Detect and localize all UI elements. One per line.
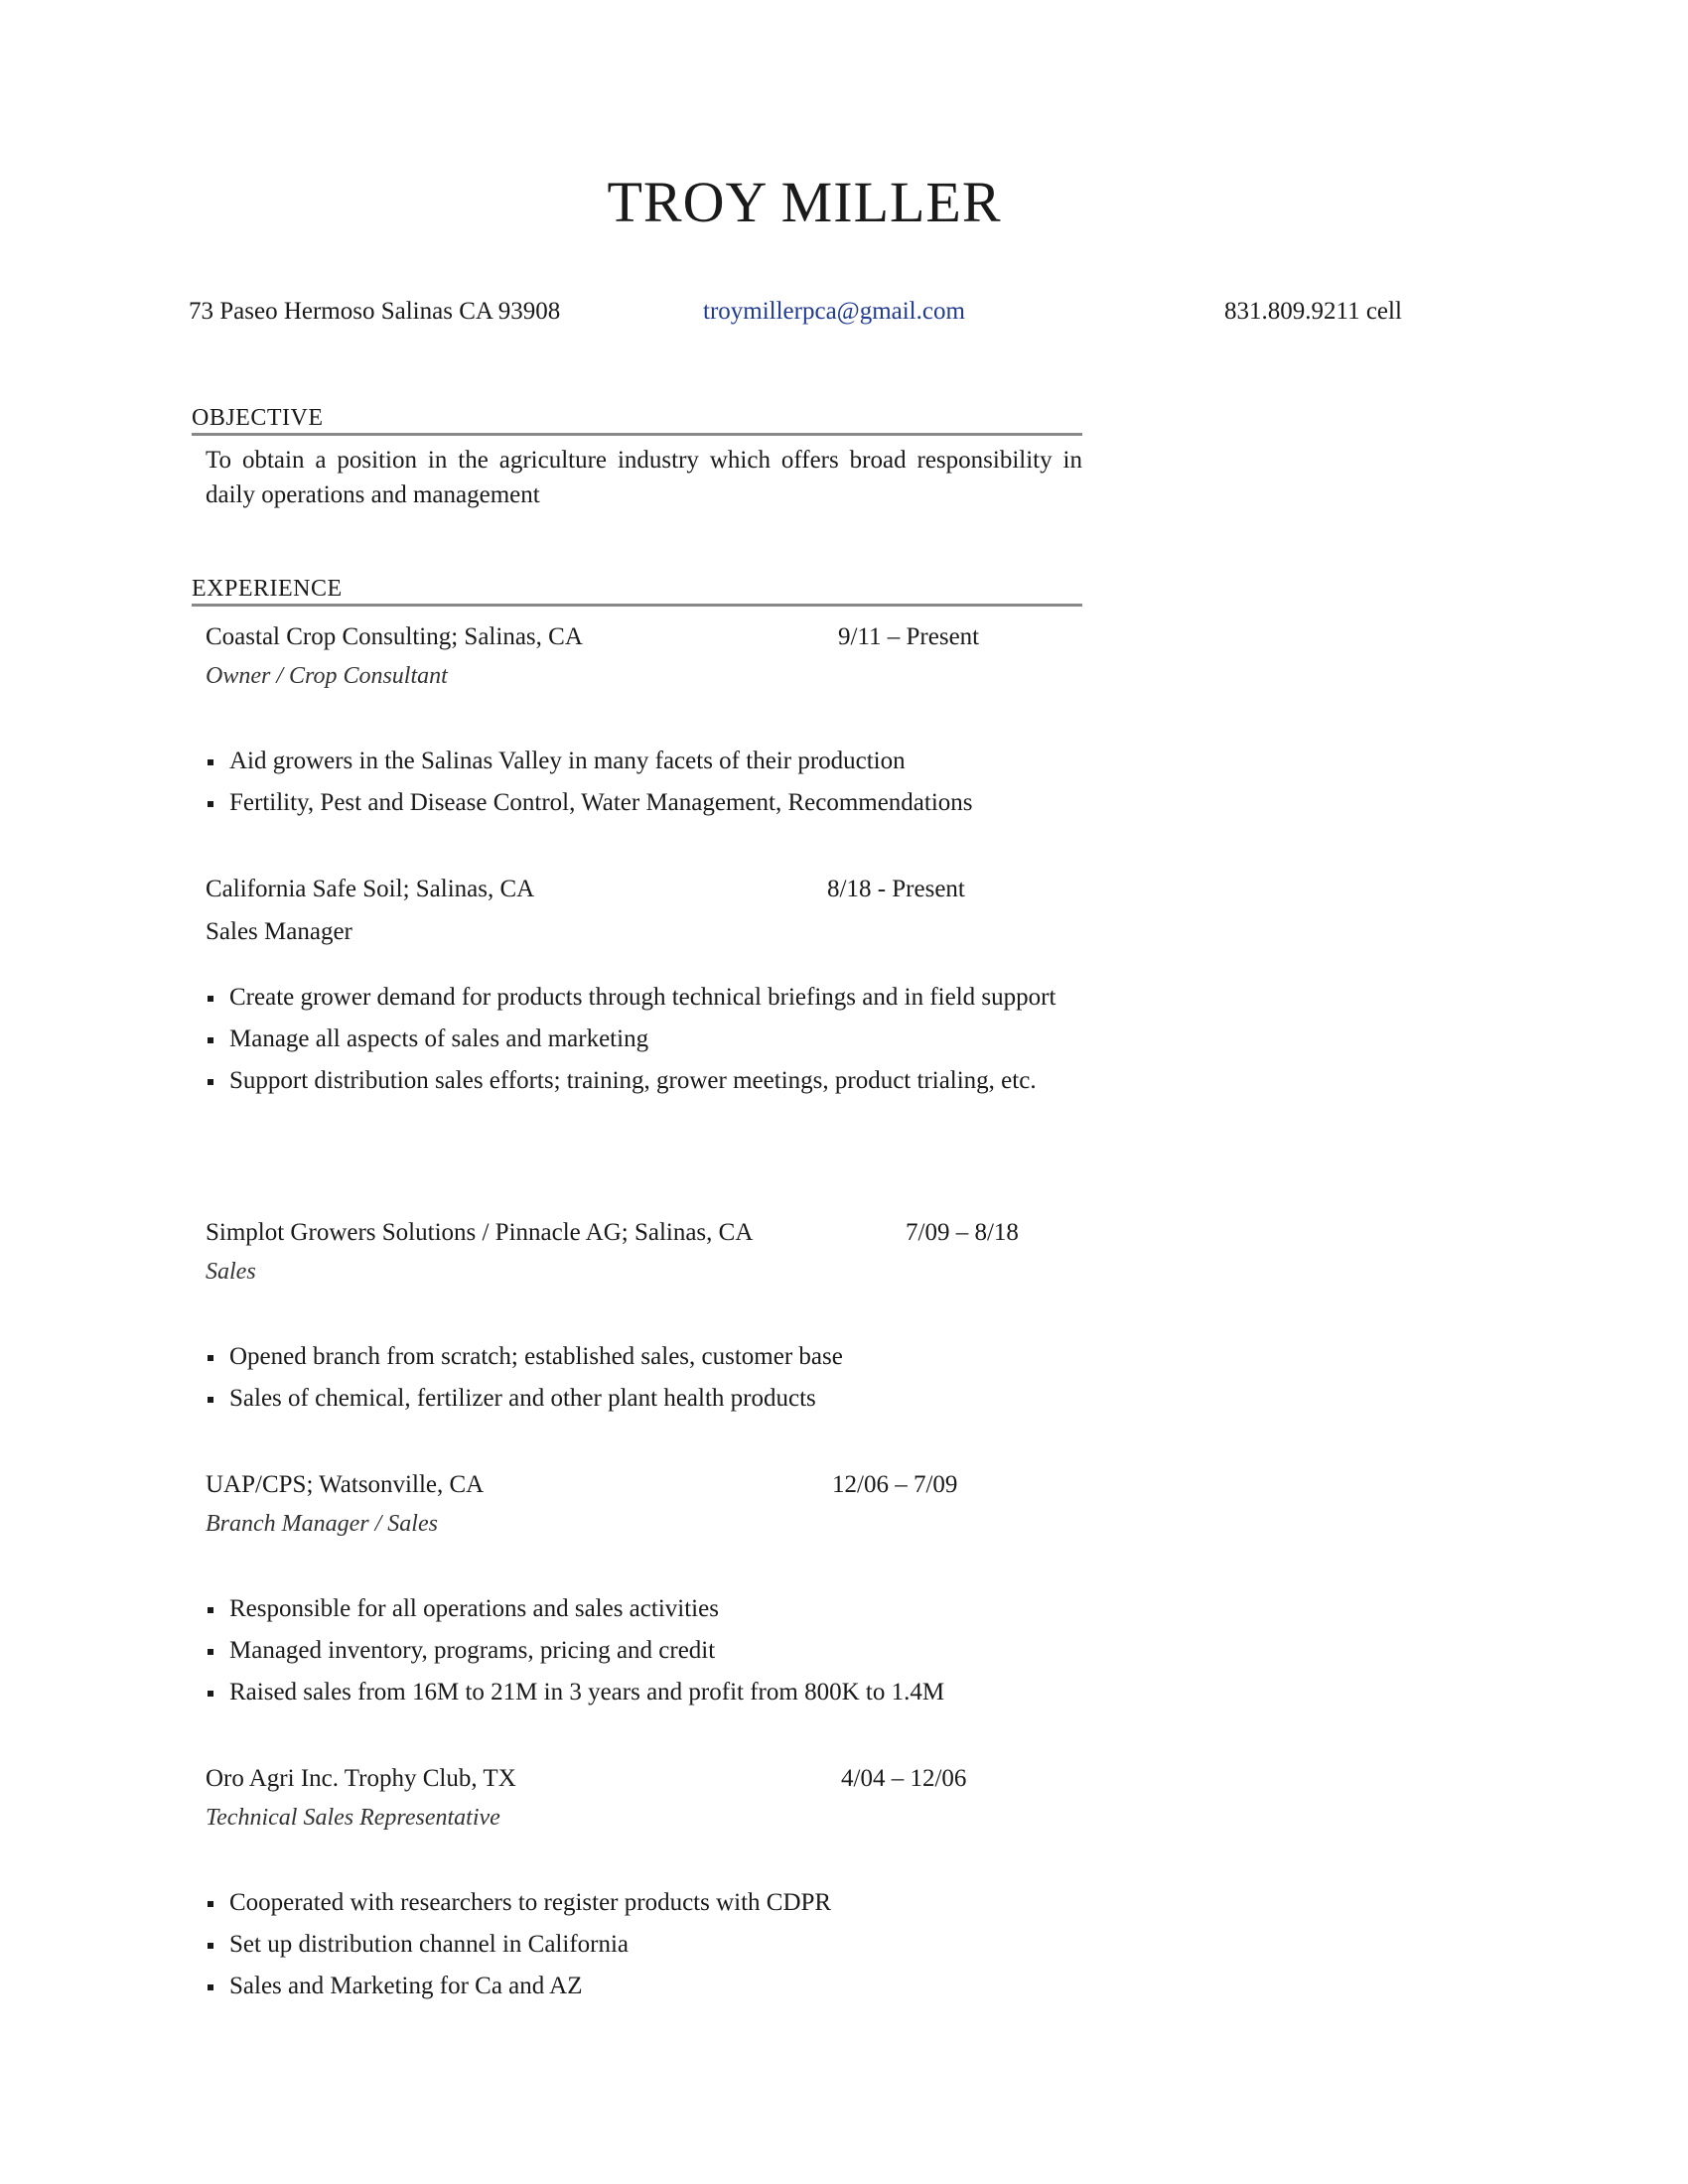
- bullet-icon: [208, 1607, 213, 1613]
- bullet-icon: [208, 1649, 213, 1655]
- job-dates: 7/09 – 8/18: [906, 1219, 1019, 1246]
- list-item: Sales and Marketing for Ca and AZ: [206, 1970, 1082, 2003]
- bullet-icon: [208, 1984, 213, 1990]
- list-item: Raised sales from 16M to 21M in 3 years and profit from 800K to 1.4M: [206, 1676, 1082, 1709]
- list-item: Manage all aspects of sales and marketing: [206, 1023, 1082, 1056]
- job-company: California Safe Soil; Salinas, CA: [206, 876, 535, 902]
- job-title: Technical Sales Representative: [206, 1805, 500, 1831]
- list-item: Sales of chemical, fertilizer and other plant health products: [206, 1382, 1082, 1416]
- job-bullets: [206, 981, 1082, 1106]
- job-dates: 9/11 – Present: [838, 623, 980, 650]
- job-title: Sales: [206, 1259, 256, 1285]
- bullet-icon: [208, 1943, 213, 1949]
- bullet-icon: [208, 801, 213, 807]
- contact-address: 73 Paseo Hermoso Salinas CA 93908: [189, 298, 561, 325]
- job-dates: 8/18 - Present: [827, 876, 965, 902]
- list-item: Create grower demand for products through technical briefings and in field support: [206, 981, 1082, 1015]
- list-item: Cooperated with researchers to register products with CDPR: [206, 1886, 1082, 1920]
- resume-name: TROY MILLER: [607, 170, 1002, 234]
- job-bullets: [206, 1886, 1082, 2011]
- bullet-icon: [208, 996, 213, 1002]
- job-dates: 12/06 – 7/09: [832, 1471, 958, 1498]
- bullet-icon: [208, 1901, 213, 1907]
- list-item: Support distribution sales efforts; training, grower meetings, product trialing, etc.: [206, 1064, 1082, 1098]
- list-item: Set up distribution channel in California: [206, 1928, 1082, 1962]
- list-item: Opened branch from scratch; established sales, customer base: [206, 1340, 1082, 1374]
- bullet-icon: [208, 1355, 213, 1361]
- objective-text: To obtain a position in the agriculture industry which offers broad responsibility in daily operations and management: [206, 447, 1082, 508]
- bullet-icon: [208, 1079, 213, 1085]
- list-item: Responsible for all operations and sales activities: [206, 1592, 1082, 1626]
- bullet-icon: [208, 759, 213, 765]
- contact-phone: 831.809.9211 cell: [1224, 298, 1402, 325]
- job-bullets: [206, 1592, 1082, 1717]
- experience-heading: EXPERIENCE: [192, 576, 1082, 607]
- objective-heading: OBJECTIVE: [192, 405, 1082, 436]
- job-title: Sales Manager: [206, 918, 352, 945]
- list-item: Aid growers in the Salinas Valley in many facets of their production: [206, 745, 1082, 778]
- contact-email-link[interactable]: troymillerpca@gmail.com: [703, 298, 965, 325]
- job-bullets: [206, 745, 1082, 828]
- job-dates: 4/04 – 12/06: [841, 1765, 967, 1792]
- bullet-icon: [208, 1037, 213, 1043]
- job-title: Owner / Crop Consultant: [206, 663, 448, 689]
- job-company: Simplot Growers Solutions / Pinnacle AG; Salinas, CA: [206, 1219, 754, 1246]
- job-company: UAP/CPS; Watsonville, CA: [206, 1471, 485, 1498]
- bullet-icon: [208, 1397, 213, 1403]
- list-item: Fertility, Pest and Disease Control, Water Management, Recommendations: [206, 786, 1082, 820]
- list-item: Managed inventory, programs, pricing and credit: [206, 1634, 1082, 1668]
- job-company: Oro Agri Inc. Trophy Club, TX: [206, 1765, 516, 1792]
- job-bullets: [206, 1340, 1082, 1424]
- job-title: Branch Manager / Sales: [206, 1511, 438, 1537]
- job-company: Coastal Crop Consulting; Salinas, CA: [206, 623, 583, 650]
- bullet-icon: [208, 1691, 213, 1697]
